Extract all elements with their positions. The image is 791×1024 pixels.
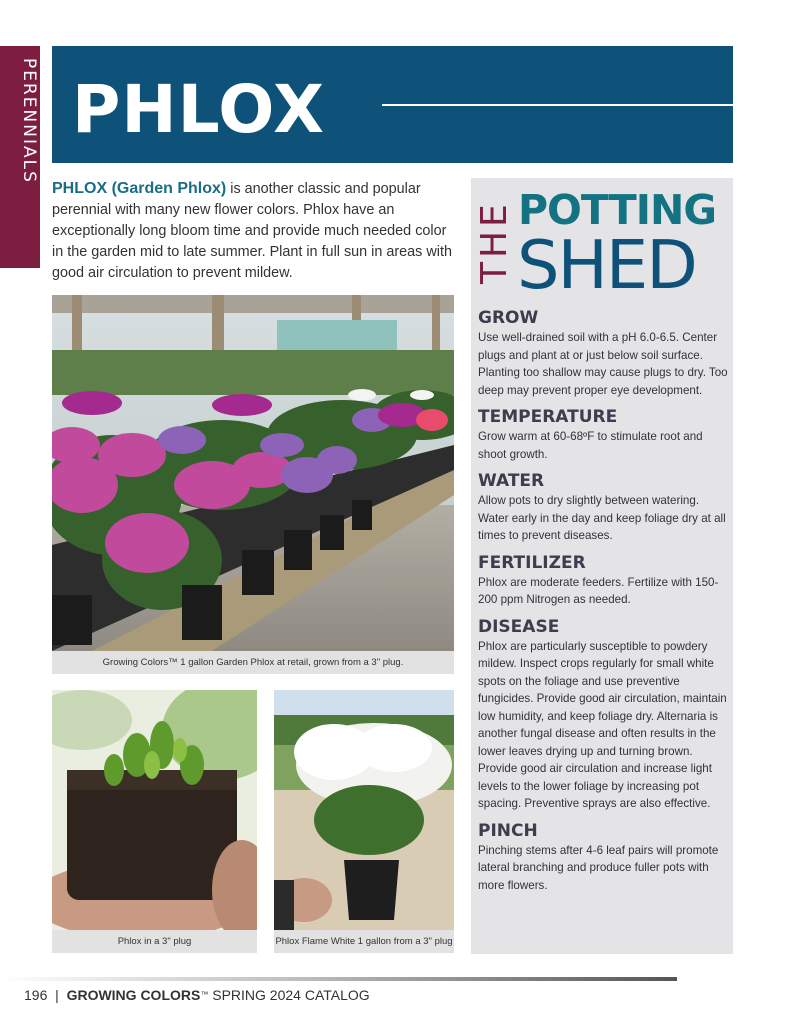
growing-tips (478, 307, 728, 901)
tip-fertilizer (478, 552, 728, 609)
footer-separator: | (55, 987, 59, 1003)
tip-text: Phlox are moderate feeders. Fertilize with 150-200 ppm Nitrogen as needed. (478, 575, 719, 606)
intro-body: is another classic and popular perennial with many new flower colors. Phlox have an exceptionally long bloom time and provide much needed color in the garden mid to late summer. Plant in full sun in areas with good air circulation to prevent mildew. (52, 181, 452, 281)
tip-temperature (478, 406, 728, 463)
trademark-mark: ™ (200, 990, 209, 999)
phlox-flame-white-photo (274, 690, 454, 930)
shed-label: SHED (517, 226, 696, 304)
flame-photo-caption: Phlox Flame White 1 gallon from a 3" plug (274, 930, 454, 953)
page-number: 196 (24, 987, 48, 1003)
tip-heading: TEMPERATURE (478, 407, 618, 427)
footer-brand: GROWING COLORS (66, 987, 201, 1003)
potting-label: POTTING (518, 186, 716, 234)
page-title: PHLOX (72, 71, 325, 148)
intro-lead: PHLOX (Garden Phlox) (52, 180, 227, 197)
tip-disease (478, 616, 728, 813)
tip-heading: PINCH (478, 820, 538, 841)
tip-text: Grow warm at 60-68ºF to stimulate root and shoot growth. (478, 430, 703, 461)
tip-grow (478, 307, 728, 399)
title-rule (382, 104, 733, 106)
tip-water (478, 470, 728, 545)
main-photo-caption: Growing Colors™ 1 gallon Garden Phlox at retail, grown from a 3" plug. (52, 651, 454, 674)
tip-text: Allow pots to dry slightly between watering. Water early in the day and keep foliage dry at all times to prevent diseases. (478, 494, 726, 542)
tip-text: Phlox are particularly susceptible to powdery mildew. Inspect crops regularly for small white spots on the foliage and use preventive fungicides. Provide good air circulation, maintain low humidity, and keep foliage dry. Alternaria is another fungal disease and often results in the lower leaves drying up and turning brown. Provide good air circulation and increase light levels to the lower foliage by increasing pot spacing. Preventive sprays are also effective. (478, 639, 727, 810)
intro-paragraph (52, 178, 452, 284)
tip-heading: DISEASE (478, 616, 560, 637)
garden-phlox-retail-photo (52, 295, 454, 651)
tip-heading: FERTILIZER (478, 552, 586, 573)
section-tab-label: PERENNIALS (19, 58, 39, 184)
the-label: THE (474, 200, 515, 284)
tip-text: Use well-drained soil with a pH 6.0-6.5. Center plugs and plant at or just below soil surface. Planting too shallow may cause plugs to dry. Too deep may prevent proper eye development. (478, 331, 728, 397)
tip-pinch (478, 820, 728, 895)
tip-heading: GROW (478, 308, 539, 328)
plug-photo-caption: Phlox in a 3" plug (52, 930, 257, 953)
page-footer (24, 986, 370, 1004)
tip-heading: WATER (478, 471, 545, 491)
footer-rule (0, 977, 677, 981)
tip-text: Pinching stems after 4-6 leaf pairs will promote lateral branching and produce fuller pots with more flowers. (478, 843, 719, 892)
phlox-plug-photo (52, 690, 257, 930)
footer-catalog: SPRING 2024 CATALOG (208, 987, 370, 1003)
